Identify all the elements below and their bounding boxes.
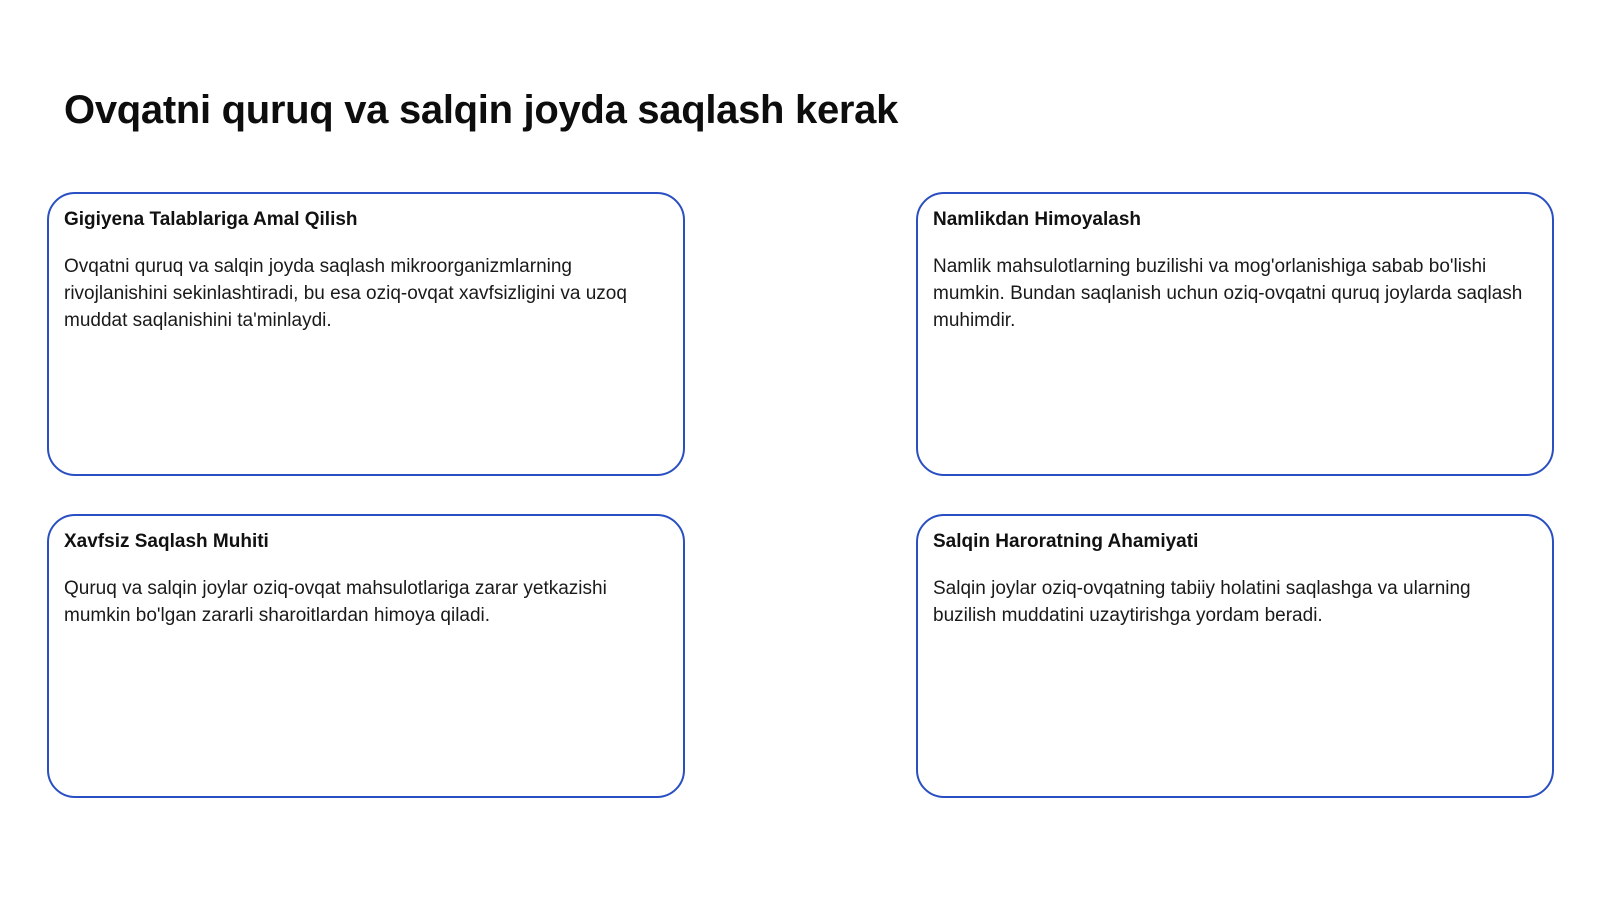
card-body: Ovqatni quruq va salqin joyda saqlash mikroorganizmlarning rivojlanishini sekinlashtiradi, bu esa oziq-ovqat xavfsizligini va uzoq muddat saqlanishini ta'minlaydi. xyxy=(64,255,627,331)
card-body: Quruq va salqin joylar oziq-ovqat mahsulotlariga zarar yetkazishi mumkin bo'lgan zararli sharoitlardan himoya qiladi. xyxy=(64,577,607,626)
card-moisture-protection xyxy=(916,192,1554,476)
card-title: Xavfsiz Saqlash Muhiti xyxy=(64,531,269,552)
card-cool-temperature-importance xyxy=(916,514,1554,798)
card-hygiene-requirements xyxy=(47,192,685,476)
card-safe-storage-environment xyxy=(47,514,685,798)
card-title: Namlikdan Himoyalash xyxy=(933,209,1142,230)
card-body: Namlik mahsulotlarning buzilishi va mog'orlanishiga sabab bo'lishi mumkin. Bundan saqlanish uchun oziq-ovqatni quruq joylarda saqlash muhimdir. xyxy=(933,255,1523,331)
slide-title: Ovqatni quruq va salqin joyda saqlash kerak xyxy=(64,88,899,132)
card-body: Salqin joylar oziq-ovqatning tabiiy holatini saqlashga va ularning buzilish muddatini uzaytirishga yordam beradi. xyxy=(933,577,1471,626)
card-title: Gigiyena Talablariga Amal Qilish xyxy=(64,209,358,230)
card-title: Salqin Haroratning Ahamiyati xyxy=(933,531,1199,552)
